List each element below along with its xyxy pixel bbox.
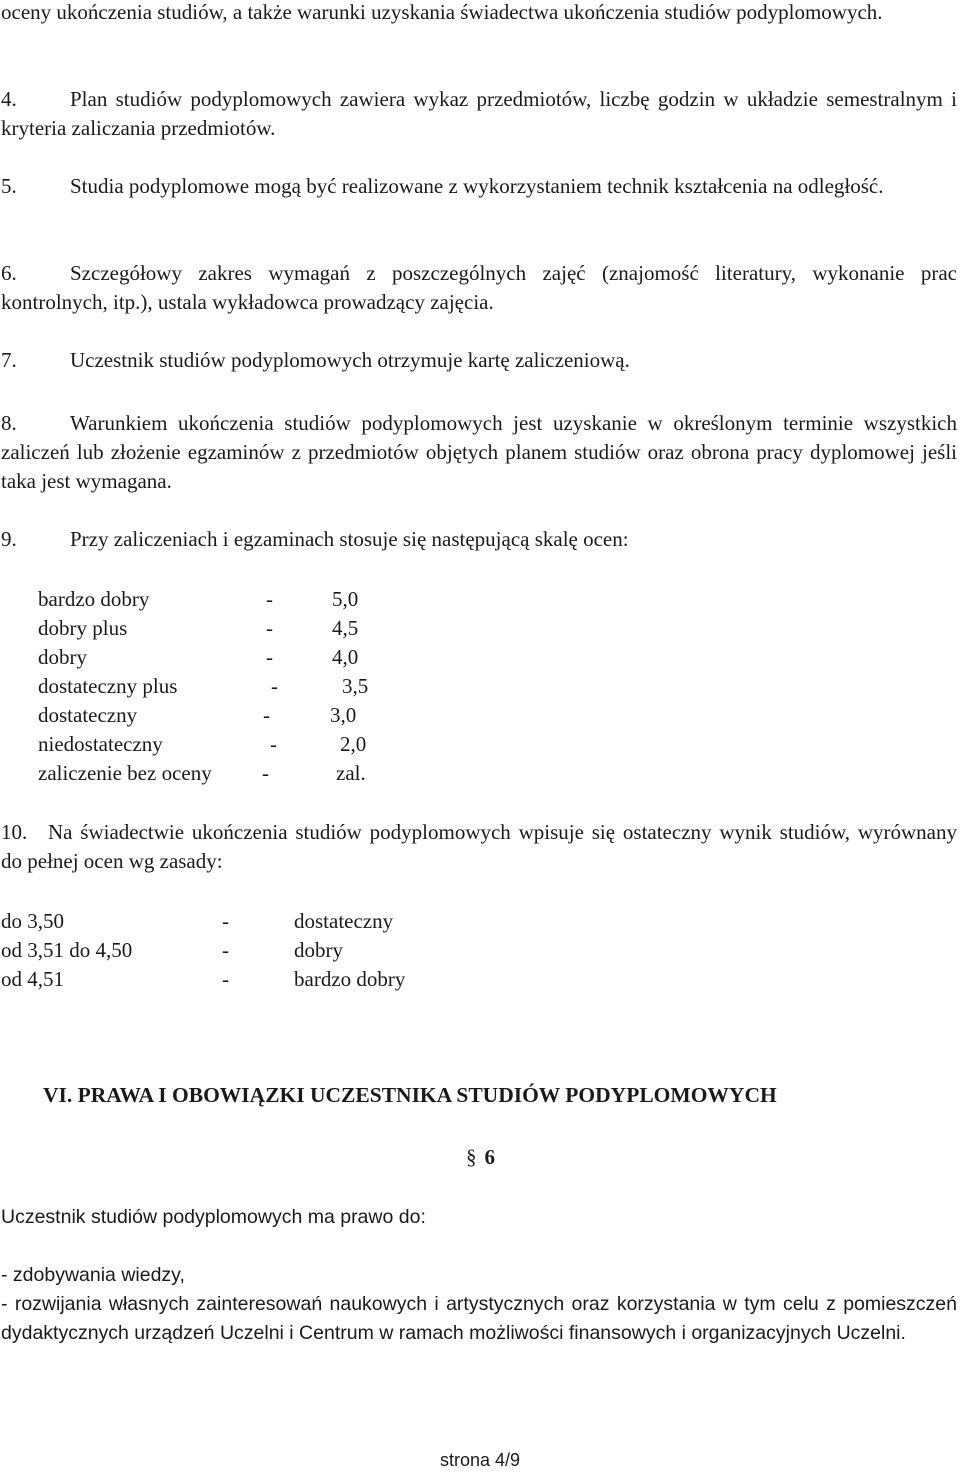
rights-list xyxy=(1,1261,957,1348)
final-grade-dash: - xyxy=(222,938,229,962)
paragraph-number: 10. xyxy=(1,820,28,844)
grade-label: dobry xyxy=(38,645,87,669)
paragraph-number: 9. xyxy=(1,527,17,551)
paragraph-number: 8. xyxy=(1,411,17,435)
page-number-footer: strona 4/9 xyxy=(439,1450,521,1470)
paragraph-number: 4. xyxy=(1,87,17,111)
paragraph-number: 5. xyxy=(1,174,17,198)
grade-dash: - xyxy=(266,587,273,611)
rights-intro: Uczestnik studiów podyplomowych ma prawo do: xyxy=(1,1206,426,1228)
paragraph-7 xyxy=(1,346,957,375)
grade-label: niedostateczny xyxy=(38,732,163,756)
paragraph-9 xyxy=(1,525,957,554)
paragraph-text: Przy zaliczeniach i egzaminach stosuje się następującą skalę ocen: xyxy=(70,527,629,551)
final-grade-result: bardzo dobry xyxy=(294,967,406,991)
grade-label: dostateczny xyxy=(38,703,138,727)
paragraph-8 xyxy=(1,409,957,496)
paragraph-number: 6. xyxy=(1,261,17,285)
grade-dash: - xyxy=(266,616,273,640)
grade-label: bardzo dobry xyxy=(38,587,150,611)
average-range: od 3,51 do 4,50 xyxy=(1,938,133,962)
grade-value: 3,0 xyxy=(330,703,357,727)
grade-dash: - xyxy=(270,732,277,756)
paragraph-marker xyxy=(466,1142,495,1172)
list-item: - zdobywania wiedzy, xyxy=(1,1264,185,1286)
grade-value: 4,5 xyxy=(332,616,359,640)
paragraph-3-continuation xyxy=(1,0,957,27)
paragraph-text: Uczestnik studiów podyplomowych otrzymuje kartę zaliczeniową. xyxy=(70,348,630,372)
grade-dash: - xyxy=(266,645,273,669)
paragraph-number: 7. xyxy=(1,348,17,372)
grade-value: 5,0 xyxy=(332,587,359,611)
paragraph-marker-number: 6 xyxy=(484,1145,495,1169)
grade-value: 2,0 xyxy=(340,732,367,756)
grade-value: 4,0 xyxy=(332,645,359,669)
paragraph-text: Szczegółowy zakres wymagań z poszczególnych zajęć (znajomość literatury, wykonanie prac kontrolnych, itp.), ustala wykładowca prowadzący zajęcia. xyxy=(1,261,957,314)
grade-dash: - xyxy=(262,761,269,785)
paragraph-text: oceny ukończenia studiów, a także warunki uzyskania świadectwa ukończenia studiów podyplomowych. xyxy=(1,0,883,24)
list-item: - rozwijania własnych zainteresowań naukowych i artystycznych oraz korzystania w tym celu z pomieszczeń dydaktycznych urządzeń Uczelni i Centrum w ramach możliwości finansowych i organizacyjnych Uczelni. xyxy=(1,1293,957,1344)
grade-label: dostateczny plus xyxy=(38,674,178,698)
final-grade-dash: - xyxy=(222,909,229,933)
final-grade-result: dostateczny xyxy=(294,909,394,933)
paragraph-text: Plan studiów podyplomowych zawiera wykaz przedmiotów, liczbę godzin w układzie semestralnym i kryteria zaliczania przedmiotów. xyxy=(1,87,957,140)
paragraph-5 xyxy=(1,172,957,201)
paragraph-10 xyxy=(1,818,957,876)
final-grade-result: dobry xyxy=(294,938,343,962)
grade-label: dobry plus xyxy=(38,616,128,640)
paragraph-text: Warunkiem ukończenia studiów podyplomowych jest uzyskanie w określonym terminie wszystkich zaliczeń lub złożenie egzaminów z przedmiotów objętych planem studiów oraz obrona pracy dyplomowej jeśli taka jest wymagana. xyxy=(1,411,957,493)
final-grade-dash: - xyxy=(222,967,229,991)
average-range: do 3,50 xyxy=(1,909,64,933)
section-sign-icon: § xyxy=(466,1145,477,1169)
grade-label: zaliczenie bez oceny xyxy=(38,761,212,785)
grade-value: 3,5 xyxy=(342,674,369,698)
paragraph-6 xyxy=(1,259,957,317)
grade-value: zal. xyxy=(336,761,366,785)
paragraph-text: Studia podyplomowe mogą być realizowane z wykorzystaniem technik kształcenia na odległość. xyxy=(70,174,884,198)
grade-dash: - xyxy=(271,674,278,698)
average-range: od 4,51 xyxy=(1,967,64,991)
grade-dash: - xyxy=(263,703,270,727)
paragraph-4 xyxy=(1,85,957,143)
paragraph-text: Na świadectwie ukończenia studiów podyplomowych wpisuje się ostateczny wynik studiów, wyrównany do pełnej ocen wg zasady: xyxy=(1,820,957,873)
section-heading: VI. PRAWA I OBOWIĄZKI UCZESTNIKA STUDIÓW PODYPLOMOWYCH xyxy=(43,1083,777,1107)
